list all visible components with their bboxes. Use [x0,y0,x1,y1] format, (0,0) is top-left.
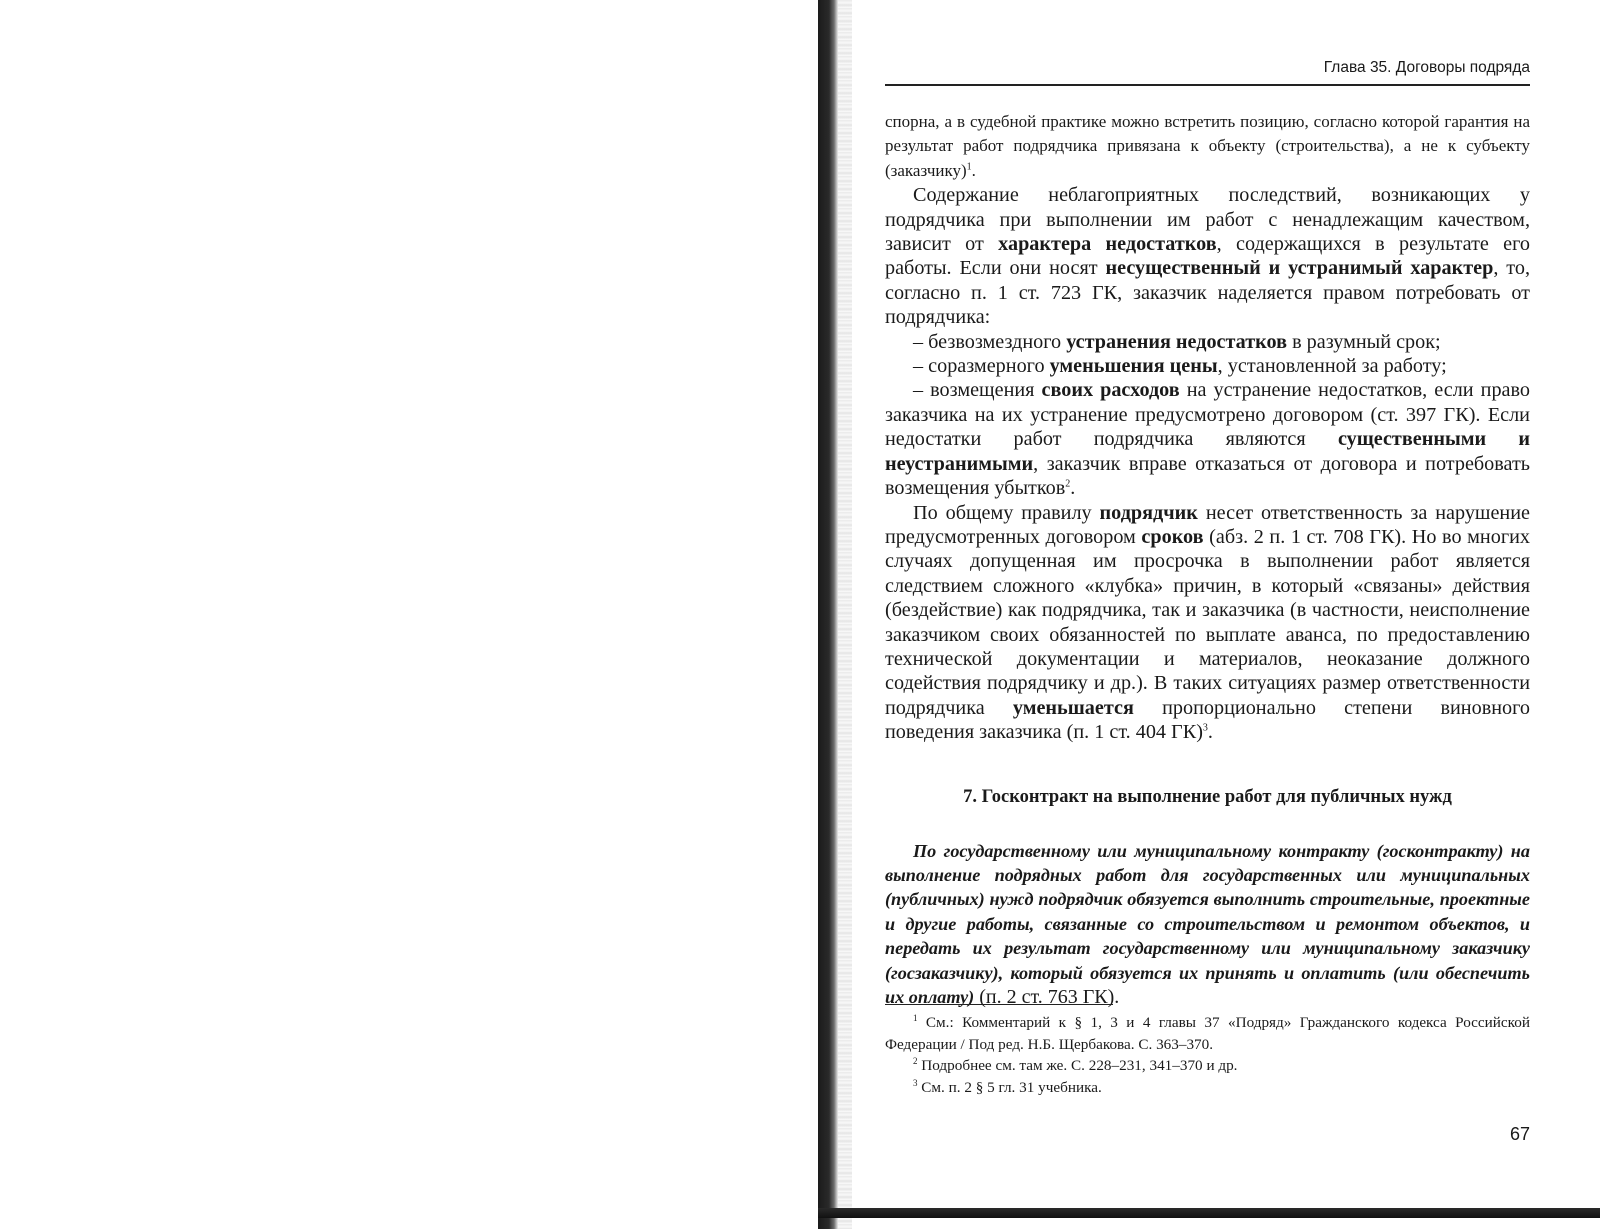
list-item: – возмещения своих расходов на устранение недостатков, если право заказчика на их устранение предусмотрено договором (ст. 397 ГК). Если недостатки работ подрядчика являются существенными и неустранимыми, заказчик вправе отказаться от договора и потребовать возмещения убытков$^2$. [885,379,1530,500]
footnote: $^3$ См. п. 2 § 5 гл. 31 учебника. [913,1077,1102,1096]
page-number: 67 [1509,1124,1530,1144]
footnote: $^1$ См.: Комментарий к § 1, 3 и 4 главы 37 «Подряд» Гражданского кодекса Российской Федерации / Под ред. Н.Б. Щербакова. С. 363–370. [885,1012,1530,1053]
paragraph-deadlines: По общему правилу подрядчик несет ответственность за нарушение предусмотренных договором сроков (абз. 2 п. 1 ст. 708 ГК). Но во многих случаях допущенная им просрочка в выполнении работ является следствием сложного «клубка» причин, в который «связаны» действия (бездействие) как подрядчика, так и заказчика (в частности, неисполнение заказчиком своих обязанностей по выплате аванса, по предоставлению технической документации и материалов, неоказание должного содействия подрядчику и др.). В таких ситуациях размер ответственности подрядчика уменьшается пропорционально степени виновного поведения заказчика (п. 1 ст. 404 ГК)$^3$. [885,501,1531,744]
footnote-ref-3: 3 [1202,722,1208,734]
paragraph-defects: Содержание неблагоприятных последствий, возникающих у подрядчика при выполнении им работ с ненадлежащим качеством, зависит от характера недостатков, содержащихся в результате его работы. Если они носят несущественный и устранимый характер, то, согласно п. 1 ст. 723 ГК, заказчик наделяется правом потребовать от подрядчика: [885,184,1531,329]
list-item: – безвозмездного устранения недостатков в разумный срок; [913,330,1441,353]
footnote-ref-1: 1 [966,161,972,173]
body-text [885,110,1530,1009]
book-spine-shadow [818,0,838,1229]
spine-scan-noise [838,0,852,1229]
paragraph-continuation: спорна, а в судебной практике можно встретить позицию, согласно которой гарантия на результат работ подрядчика привязана к объекту (строительства), а не к субъекту (заказчику)$^1$. [885,112,1530,180]
list-item: – соразмерного уменьшения цены, установленной за работу; [913,355,1447,378]
section-heading: 7. Госконтракт на выполнение работ для публичных нужд [963,786,1452,807]
footnote-divider [885,1004,1113,1005]
book-page [885,0,1530,1229]
footnote: $^2$ Подробнее см. там же. С. 228–231, 341–370 и др. [913,1055,1238,1074]
running-head [885,56,1530,86]
footnotes [885,1012,1530,1098]
definition-paragraph [885,839,1530,1010]
definition-reference: (п. 2 ст. 763 ГК). [974,986,1120,1008]
running-title: Глава 35. Договоры подряда [1323,59,1530,76]
definition-text: По государственному или муниципальному контракту (госконтракту) на выполнение подрядных работ для государственных или муниципальных (публичных) нужд подрядчик обязуется выполнить строительные, проектные и другие работы, связанные со строительством и ремонтом объектов, и передать их результат государственному или муниципальному заказчику (госзаказчику), который обязуется их принять и оплатить (или обеспечить их оплату) [885,840,1530,1007]
footnote-ref-2: 2 [1065,478,1071,490]
